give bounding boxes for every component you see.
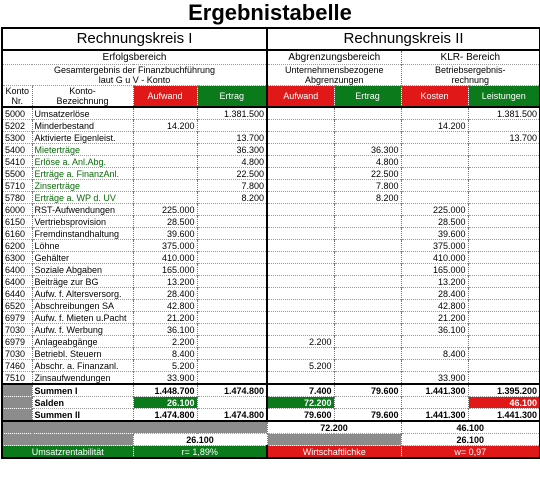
abgr-aufwand-value (267, 264, 334, 276)
abgr-ertrag-value (334, 300, 401, 312)
abgr-aufwand-value (267, 240, 334, 252)
ertrag-value (197, 264, 267, 276)
konto-nr: 5000 (2, 107, 32, 120)
aufwand-value (133, 107, 197, 120)
aufwand-value: 21.200 (133, 312, 197, 324)
konto-nr: 7510 (2, 372, 32, 385)
salden-abgr-ertrag (334, 397, 401, 409)
konto-nr: 5500 (2, 168, 32, 180)
abgr-aufwand-value (267, 288, 334, 300)
abgr-ertrag-value (334, 324, 401, 336)
kosten-header: Kosten (401, 86, 468, 108)
leistungen-value (468, 228, 540, 240)
erfolgsbereich-desc: Gesamtergebnis der Finanzbuchführung laut G u V - Konto (2, 65, 267, 86)
abgr-ertrag-value (334, 107, 401, 120)
konto-nr: 6000 (2, 204, 32, 216)
ertrag-value: 4.800 (197, 156, 267, 168)
kosten-value: 33.900 (401, 372, 468, 385)
ertrag-value (197, 288, 267, 300)
abgr-ertrag-value (334, 132, 401, 144)
ertrag-value: 22.500 (197, 168, 267, 180)
konto-nr: 5410 (2, 156, 32, 168)
summen1-leistungen: 1.395.200 (468, 384, 540, 397)
aufwand-value (133, 168, 197, 180)
abgr-ertrag-value: 22.500 (334, 168, 401, 180)
ertrag-value (197, 276, 267, 288)
table-row (2, 180, 540, 192)
ertrag-value (197, 252, 267, 264)
summen2-kosten: 1.441.300 (401, 409, 468, 422)
aufwand-value: 8.400 (133, 348, 197, 360)
abgr-aufwand-value (267, 312, 334, 324)
aufwand-value: 2.200 (133, 336, 197, 348)
konto-bezeichnung: Betriebl. Steuern (32, 348, 133, 360)
konto-nr: 7030 (2, 324, 32, 336)
konto-bezeichnung: Anlageabgänge (32, 336, 133, 348)
salden-leistungen: 46.100 (468, 397, 540, 409)
table-row (2, 240, 540, 252)
leistungen-value: 13.700 (468, 132, 540, 144)
abgr-aufwand-value (267, 372, 334, 385)
aufwand-value: 28.400 (133, 288, 197, 300)
table-row (2, 324, 540, 336)
table-row (2, 204, 540, 216)
leistungen-value (468, 360, 540, 372)
summen1-label: Summen I (32, 384, 133, 397)
abgr-aufwand-value (267, 192, 334, 204)
kosten-value: 165.000 (401, 264, 468, 276)
konto-bezeichnung: Löhne (32, 240, 133, 252)
abgrenzungsbereich-label: Abgrenzungsbereich (267, 50, 401, 65)
table-row (2, 336, 540, 348)
gesamt-spacer-2 (267, 434, 401, 446)
abgr-ertrag-value: 4.800 (334, 156, 401, 168)
konto-nr: 6520 (2, 300, 32, 312)
table-row (2, 360, 540, 372)
table-row (2, 107, 540, 120)
aufwand-value: 410.000 (133, 252, 197, 264)
kosten-value: 28.400 (401, 288, 468, 300)
leistungen-value (468, 252, 540, 264)
abgrenzung-ergebnis: 72.200 (267, 421, 401, 434)
abgr-aufwand-value (267, 204, 334, 216)
gesamtergebnis-value: 26.100 (133, 434, 267, 446)
konto-bezeichnung: Minderbestand (32, 120, 133, 132)
wirtschaftlichkeit-value: w= 0,97 (401, 446, 540, 459)
konto-bezeichnung: Zinserträge (32, 180, 133, 192)
summen2-spacer (2, 409, 32, 422)
kosten-value (401, 107, 468, 120)
abgr-ertrag-value (334, 336, 401, 348)
konto-nr: 7030 (2, 348, 32, 360)
kosten-value (401, 168, 468, 180)
leistungen-value (468, 372, 540, 385)
leistungen-value (468, 288, 540, 300)
aufwand-value: 14.200 (133, 120, 197, 132)
summen1-abgr-ertrag: 79.600 (334, 384, 401, 397)
konto-bezeichnung: Erträge a. WP d. UV (32, 192, 133, 204)
aufwand-value: 165.000 (133, 264, 197, 276)
kosten-value: 42.800 (401, 300, 468, 312)
abgr-ertrag-value (334, 312, 401, 324)
konto-bezeichnung: RST-Aufwendungen (32, 204, 133, 216)
leistungen-value (468, 276, 540, 288)
salden-spacer (2, 397, 32, 409)
abgr-ertrag-value (334, 252, 401, 264)
summen1-kosten: 1.441.300 (401, 384, 468, 397)
table-row (2, 372, 540, 385)
table-row (2, 252, 540, 264)
klr-bereich-label: KLR- Bereich (401, 50, 540, 65)
leistungen-value (468, 144, 540, 156)
ertrag-value (197, 324, 267, 336)
abgr-ertrag-value: 7.800 (334, 180, 401, 192)
table-row (2, 288, 540, 300)
leistungen-value (468, 264, 540, 276)
summen2-leistungen: 1.441.300 (468, 409, 540, 422)
konto-nr-header: Konto Nr. (2, 86, 32, 108)
umsatzrentabilitaet-value: r= 1,89% (133, 446, 267, 459)
abgr-ertrag-value (334, 288, 401, 300)
abgr-aufwand-header: Aufwand (267, 86, 334, 108)
kosten-value: 375.000 (401, 240, 468, 252)
ertrag-value (197, 348, 267, 360)
abgr-aufwand-value (267, 107, 334, 120)
abgr-ertrag-value (334, 228, 401, 240)
abgr-aufwand-value (267, 168, 334, 180)
ertrag-value (197, 228, 267, 240)
konto-nr: 6150 (2, 216, 32, 228)
aufwand-value (133, 156, 197, 168)
abgr-aufwand-value (267, 156, 334, 168)
table-row (2, 264, 540, 276)
ertrag-value (197, 204, 267, 216)
abgr-ertrag-value (334, 360, 401, 372)
aufwand-value: 13.200 (133, 276, 197, 288)
table-row (2, 120, 540, 132)
kosten-value: 410.000 (401, 252, 468, 264)
konto-nr: 6979 (2, 312, 32, 324)
erfolgsbereich-label: Erfolgsbereich (2, 50, 267, 65)
konto-bezeichnung: Erträge a. FinanzAnl. (32, 168, 133, 180)
leistungen-value (468, 324, 540, 336)
konto-bezeichnung: Vertriebsprovision (32, 216, 133, 228)
table-row (2, 192, 540, 204)
abgr-aufwand-value (267, 276, 334, 288)
salden-ertrag (197, 397, 267, 409)
abgr-ertrag-value (334, 348, 401, 360)
ertrag-value: 13.700 (197, 132, 267, 144)
konto-nr: 5780 (2, 192, 32, 204)
aufwand-value: 33.900 (133, 372, 197, 385)
konto-nr: 5202 (2, 120, 32, 132)
konto-nr: 6400 (2, 264, 32, 276)
aufwand-value: 42.800 (133, 300, 197, 312)
summen1-aufwand: 1.448.700 (133, 384, 197, 397)
abgr-aufwand-value (267, 216, 334, 228)
klr-ergebnis: 46.100 (401, 421, 540, 434)
salden-row (2, 397, 540, 409)
ertrag-value: 36.300 (197, 144, 267, 156)
rk2-title: Rechnungskreis II (267, 28, 540, 50)
abgr-aufwand-value (267, 300, 334, 312)
summen1-ertrag: 1.474.800 (197, 384, 267, 397)
konto-bezeichnung: Erlöse a. Anl.Abg. (32, 156, 133, 168)
ertrag-header: Ertrag (197, 86, 267, 108)
gesamt-spacer (2, 434, 133, 446)
result-table (1, 27, 540, 459)
konto-bezeichnung: Gehälter (32, 252, 133, 264)
kosten-value (401, 144, 468, 156)
leistungen-value (468, 120, 540, 132)
abgr-ertrag-value (334, 204, 401, 216)
header-row-1 (2, 28, 540, 50)
abgr-ertrag-value (334, 276, 401, 288)
konto-bezeichnung: Soziale Abgaben (32, 264, 133, 276)
konto-bezeichnung: Fremdinstandhaltung (32, 228, 133, 240)
kosten-value (401, 360, 468, 372)
abgr-ertrag-value: 8.200 (334, 192, 401, 204)
summen2-abgr-ertrag: 79.600 (334, 409, 401, 422)
konto-nr: 5300 (2, 132, 32, 144)
aufwand-value: 39.600 (133, 228, 197, 240)
abgr-ertrag-header: Ertrag (334, 86, 401, 108)
ertrag-value: 8.200 (197, 192, 267, 204)
abgr-aufwand-value (267, 132, 334, 144)
konto-nr: 7460 (2, 360, 32, 372)
summen2-row (2, 409, 540, 422)
aufwand-value: 375.000 (133, 240, 197, 252)
abgr-ertrag-value (334, 372, 401, 385)
leistungen-value (468, 312, 540, 324)
ergebnis-spacer (2, 421, 267, 434)
abgr-ertrag-value (334, 120, 401, 132)
summen1-abgr-aufwand: 7.400 (267, 384, 334, 397)
abgr-aufwand-value (267, 120, 334, 132)
ertrag-value (197, 372, 267, 385)
table-row (2, 348, 540, 360)
abgr-aufwand-value (267, 144, 334, 156)
leistungen-value (468, 240, 540, 252)
ertrag-value (197, 240, 267, 252)
kosten-value (401, 180, 468, 192)
abgr-aufwand-value (267, 228, 334, 240)
table-row (2, 132, 540, 144)
abgr-aufwand-value: 2.200 (267, 336, 334, 348)
abgr-ertrag-value (334, 264, 401, 276)
bezeichnung-header: Konto- Bezeichnung (32, 86, 133, 108)
konto-nr: 6979 (2, 336, 32, 348)
kosten-value (401, 132, 468, 144)
aufwand-value: 28.500 (133, 216, 197, 228)
konto-bezeichnung: Aufw. f. Altersversorg. (32, 288, 133, 300)
ertrag-value: 7.800 (197, 180, 267, 192)
table-row (2, 276, 540, 288)
rk1-title: Rechnungskreis I (2, 28, 267, 50)
leistungen-value (468, 156, 540, 168)
header-row-4 (2, 86, 540, 108)
leistungen-value (468, 168, 540, 180)
header-row-3 (2, 65, 540, 86)
abgr-aufwand-value: 5.200 (267, 360, 334, 372)
abgr-ertrag-value: 36.300 (334, 144, 401, 156)
page-title: Ergebnistabelle (188, 0, 352, 25)
summen2-abgr-aufwand: 79.600 (267, 409, 334, 422)
leistungen-header: Leistungen (468, 86, 540, 108)
ertrag-value (197, 120, 267, 132)
konto-bezeichnung: Zinsaufwendungen (32, 372, 133, 385)
leistungen-value (468, 348, 540, 360)
table-row (2, 168, 540, 180)
konto-nr: 6300 (2, 252, 32, 264)
abgr-ertrag-value (334, 240, 401, 252)
summen1-spacer (2, 384, 32, 397)
kosten-value: 21.200 (401, 312, 468, 324)
klr-gesamt-value: 26.100 (401, 434, 540, 446)
leistungen-value (468, 336, 540, 348)
abgr-aufwand-value (267, 252, 334, 264)
konto-bezeichnung: Abschreibungen SA (32, 300, 133, 312)
table-row (2, 144, 540, 156)
kosten-value: 28.500 (401, 216, 468, 228)
aufwand-value: 5.200 (133, 360, 197, 372)
aufwand-value: 225.000 (133, 204, 197, 216)
ertrag-value (197, 300, 267, 312)
konto-nr: 5400 (2, 144, 32, 156)
konto-nr: 6400 (2, 276, 32, 288)
abgr-ertrag-value (334, 216, 401, 228)
ertrag-value (197, 312, 267, 324)
konto-bezeichnung: Beiträge zur BG (32, 276, 133, 288)
kosten-value: 13.200 (401, 276, 468, 288)
ergebnis-row-1 (2, 421, 540, 434)
ertrag-value (197, 360, 267, 372)
table-row (2, 228, 540, 240)
umsatzrentabilitaet-label: Umsatzrentabilität (2, 446, 133, 459)
aufwand-value (133, 144, 197, 156)
summen2-ertrag: 1.474.800 (197, 409, 267, 422)
abgrenzung-desc: Unternehmensbezogene Abgrenzungen (267, 65, 401, 86)
aufwand-value: 36.100 (133, 324, 197, 336)
kosten-value: 36.100 (401, 324, 468, 336)
kosten-value: 39.600 (401, 228, 468, 240)
konto-nr: 5710 (2, 180, 32, 192)
salden-aufwand: 26.100 (133, 397, 197, 409)
leistungen-value (468, 204, 540, 216)
leistungen-value (468, 300, 540, 312)
konto-bezeichnung: Abschr. a. Finanzanl. (32, 360, 133, 372)
kosten-value (401, 336, 468, 348)
ergebnis-row-2 (2, 434, 540, 446)
aufwand-header: Aufwand (133, 86, 197, 108)
table-row (2, 216, 540, 228)
kosten-value: 8.400 (401, 348, 468, 360)
aufwand-value (133, 192, 197, 204)
aufwand-value (133, 180, 197, 192)
konto-bezeichnung: Aufw. f. Werbung (32, 324, 133, 336)
abgr-aufwand-value (267, 324, 334, 336)
summen2-aufwand: 1.474.800 (133, 409, 197, 422)
konto-bezeichnung: Mieterträge (32, 144, 133, 156)
salden-kosten (401, 397, 468, 409)
konto-bezeichnung: Umsatzerlöse (32, 107, 133, 120)
abgr-aufwand-value (267, 180, 334, 192)
konto-nr: 6200 (2, 240, 32, 252)
kosten-value: 225.000 (401, 204, 468, 216)
aufwand-value (133, 132, 197, 144)
table-row (2, 300, 540, 312)
summen1-row (2, 384, 540, 397)
salden-abgr-aufwand: 72.200 (267, 397, 334, 409)
leistungen-value (468, 180, 540, 192)
konto-nr: 6160 (2, 228, 32, 240)
klr-desc: Betriebsergebnis- rechnung (401, 65, 540, 86)
leistungen-value (468, 192, 540, 204)
kosten-value (401, 156, 468, 168)
konto-nr: 6440 (2, 288, 32, 300)
leistungen-value (468, 216, 540, 228)
ertrag-value (197, 336, 267, 348)
table-row (2, 156, 540, 168)
konto-bezeichnung: Aktivierte Eigenleist. (32, 132, 133, 144)
kosten-value: 14.200 (401, 120, 468, 132)
table-row (2, 312, 540, 324)
salden-label: Salden (32, 397, 133, 409)
abgr-aufwand-value (267, 348, 334, 360)
ertrag-value (197, 216, 267, 228)
konto-bezeichnung: Aufw. f. Mieten u.Pacht (32, 312, 133, 324)
ertrag-value: 1.381.500 (197, 107, 267, 120)
leistungen-value: 1.381.500 (468, 107, 540, 120)
kosten-value (401, 192, 468, 204)
header-row-2 (2, 50, 540, 65)
summen2-label: Summen II (32, 409, 133, 422)
kennzahlen-row (2, 446, 540, 459)
wirtschaftlichkeit-label: Wirtschaftlichke (267, 446, 401, 459)
